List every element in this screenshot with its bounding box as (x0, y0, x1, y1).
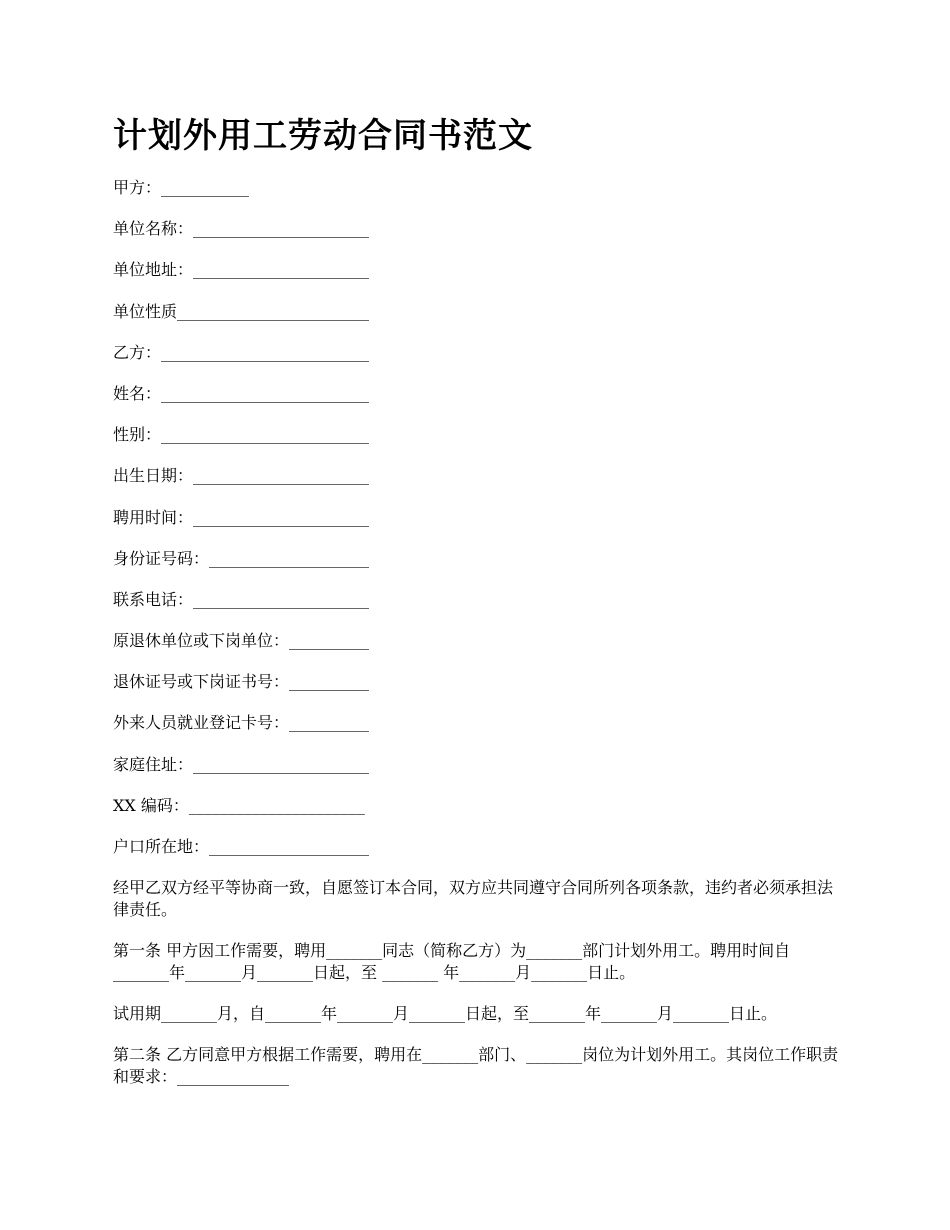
field-registration-card: 外来人员就业登记卡号：__________ (113, 713, 370, 733)
field-employment-time: 聘用时间：______________________ (113, 507, 370, 527)
field-company-address: 单位地址：______________________ (113, 260, 370, 280)
field-home-address: 家庭住址：______________________ (113, 754, 370, 774)
document-title: 计划外用工劳动合同书范文 (113, 116, 533, 156)
paragraph-article-2: 第二条 乙方同意甲方根据工作需要，聘用在_______部门、_______岗位为计划外用工。其岗位工作职责和要求：______________ (113, 1045, 839, 1087)
paragraph-intro: 经甲乙双方经平等协商一致，自愿签订本合同，双方应共同遵守合同所列各项条款，违约者必须承担法律责任。 (113, 878, 834, 920)
field-phone: 联系电话：______________________ (113, 589, 370, 609)
field-former-unit: 原退休单位或下岗单位：__________ (113, 631, 370, 651)
contract-body (113, 877, 841, 1088)
field-postal-code: XX 编码：______________________ (113, 795, 365, 815)
field-gender: 性别：__________________________ (113, 425, 370, 445)
contract-fields (113, 177, 841, 858)
field-household-registration: 户口所在地：____________________ (113, 837, 370, 856)
field-party-a: 甲方：___________ (113, 178, 250, 197)
field-birth-date: 出生日期：______________________ (113, 466, 370, 486)
field-company-type: 单位性质________________________ (113, 301, 370, 321)
field-company-name: 单位名称：______________________ (113, 219, 370, 239)
field-name: 姓名：__________________________ (113, 383, 370, 403)
paragraph-article-1: 第一条 甲方因工作需要，聘用_______同志（简称乙方）为_______部门计划外用工。聘用时间自_______年_______月_______日起，至 _______ 年_______月_______日止。 (113, 941, 791, 983)
field-party-b: 乙方：__________________________ (113, 342, 370, 362)
document-page (113, 112, 841, 1107)
field-id-number: 身份证号码：____________________ (113, 548, 370, 568)
paragraph-probation: 试用期_______月，自_______年_______月_______日起，至_______年_______月_______日止。 (113, 1004, 778, 1024)
field-certificate-number: 退休证号或下岗证书号：__________ (113, 672, 370, 692)
